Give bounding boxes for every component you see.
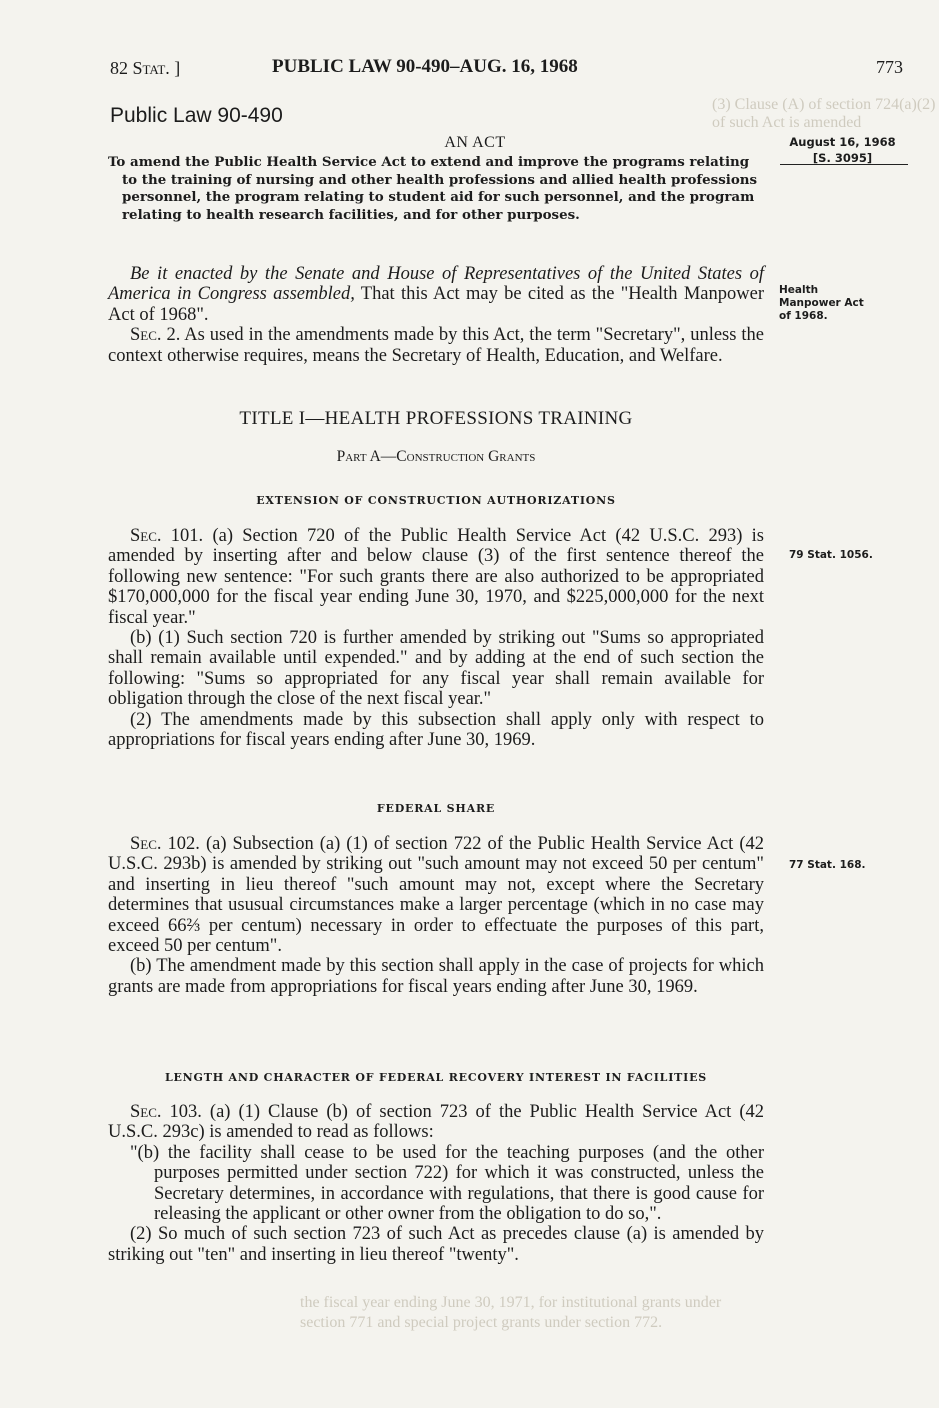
- section-101-b1: (b) (1) Such section 720 is further amended by striking out "Sums so appropriated shall remain available until expended." and by adding at the end of such section the following: "Sums so appropriated for any fiscal year shall remain available for obligation through the close of the next fiscal year.": [108, 628, 764, 710]
- part-heading: Part A—Construction Grants: [336, 448, 536, 465]
- date-text: August 16, 1968: [789, 135, 896, 149]
- section-103: [108, 1102, 764, 1265]
- act-purpose: To amend the Public Health Service Act to extend and improve the programs relating to the training of nursing and other health professions and allied health professions personnel, the program relating to student aid for such personnel, and the program relating to health research facilities, and for other purposes.: [108, 154, 758, 223]
- section-101: [108, 526, 764, 750]
- public-law-number: Public Law 90-490: [110, 104, 283, 127]
- enacting-rest: That this Act may be cited as the "Health Manpower Act of 1968".: [108, 284, 764, 325]
- section-103-quote: "(b) the facility shall cease to be used for the teaching purposes (and the other purposes permitted under section 722) for which it was constructed, unless the Secretary determines, in accordance with regulations, that there is good cause for releasing the applicant or other owner from the obligation to do so,".: [130, 1142, 764, 1225]
- enacting-clause: [108, 264, 764, 366]
- section-heading-extension: EXTENSION OF CONSTRUCTION AUTHORIZATIONS: [256, 494, 616, 507]
- section-heading-recovery-interest: LENGTH AND CHARACTER OF FEDERAL RECOVERY INTEREST IN FACILITIES: [164, 1071, 708, 1084]
- section-label: Sec. 2.: [130, 325, 181, 346]
- show-through-text: the fiscal year ending June 30, 1971, for institutional grants under: [300, 1294, 722, 1311]
- show-through-text: section 771 and special project grants under section 772.: [300, 1314, 663, 1331]
- section-label: Sec. 102.: [130, 834, 200, 854]
- show-through-text: (3) Clause (A) of section 724(a)(2) of such Act is amended: [712, 96, 936, 131]
- section-101-b2: (2) The amendments made by this subsection shall apply only with respect to appropriations for fiscal years ending after June 30, 1969.: [108, 709, 764, 751]
- running-header-title: PUBLIC LAW 90-490–AUG. 16, 1968: [272, 56, 578, 77]
- section-heading-federal-share: FEDERAL SHARE: [376, 802, 496, 815]
- enactment-date: [780, 134, 905, 166]
- section-label: Sec. 101.: [130, 526, 204, 546]
- bill-number: [S. 3095]: [812, 151, 873, 165]
- title-heading: TITLE I—HEALTH PROFESSIONS TRAINING: [239, 408, 633, 429]
- section-label: Sec. 103.: [130, 1102, 202, 1122]
- margin-note-cite-102: 77 Stat. 168.: [789, 859, 866, 871]
- section-103-a: (a) (1) Clause (b) of section 723 of the Public Health Service Act (42 U.S.C. 293c) is amended to read as follows:: [108, 1102, 764, 1143]
- section-102: [108, 834, 764, 997]
- margin-note-cite-101: 79 Stat. 1056.: [789, 549, 873, 561]
- enacting-italic: Be it enacted by the Senate and House of Representatives of the United States of America in Congress assembled,: [108, 264, 764, 305]
- section-2-text: As used in the amendments made by this Act, the term "Secretary", unless the context otherwise requires, means the Secretary of Health, Education, and Welfare.: [108, 325, 764, 366]
- section-102-a: (a) Subsection (a) (1) of section 722 of the Public Health Service Act (42 U.S.C. 293b) is amended by striking out "such amount may not exceed 50 per centum" and inserting in lieu thereof "such amount may not, except where the Secretary determines that ususual circumstances make a larger percentage (which in no case may exceed 66⅔ per centum) necessary in order to effectuate the purposes of this part, exceed 50 per centum".: [108, 834, 764, 957]
- page-number: 773: [876, 57, 903, 77]
- running-header-volume: 82 Stat. ]: [110, 58, 181, 78]
- section-102-b: (b) The amendment made by this section shall apply in the case of projects for which grants are made from appropriations for fiscal years ending after June 30, 1969.: [108, 956, 764, 997]
- margin-note-short-title: Health Manpower Act of 1968.: [779, 284, 864, 322]
- date-rule: [780, 164, 908, 165]
- act-label: AN ACT: [444, 134, 506, 151]
- section-101-a: (a) Section 720 of the Public Health Service Act (42 U.S.C. 293) is amended by inserting after and below clause (3) of the first sentence thereof the following new sentence: "For such grants there are also authorized to be appropriated $170,000,000 for the fiscal year ending June 30, 1970, and $225,000,000 for the next fiscal year.": [108, 526, 764, 628]
- section-103-p2: (2) So much of such section 723 of such Act as precedes clause (a) is amended by striking out "ten" and inserting in lieu thereof "twenty".: [108, 1224, 764, 1265]
